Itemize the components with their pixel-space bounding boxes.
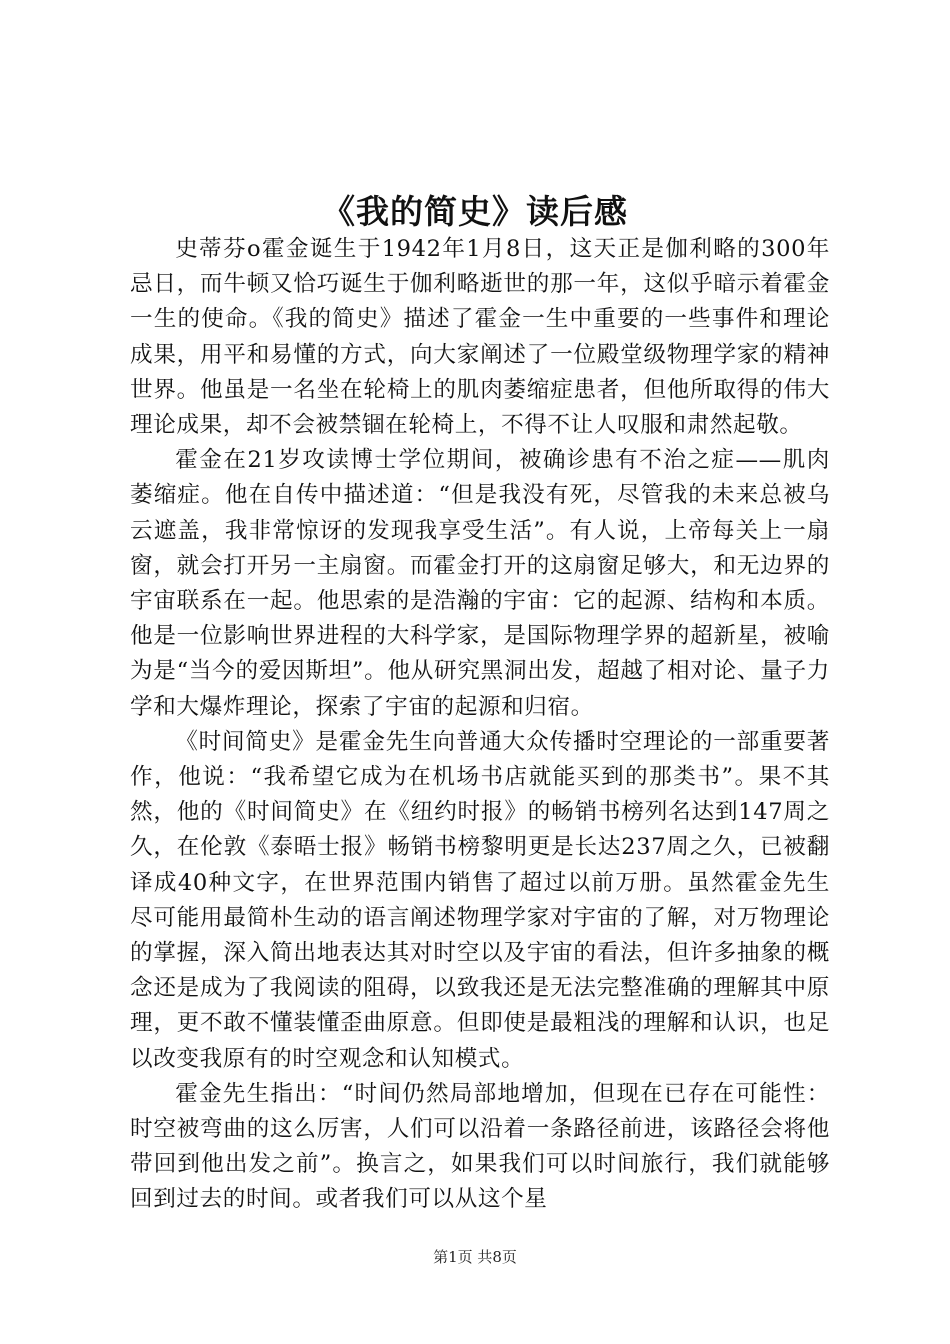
document-title: 《我的简史》读后感 bbox=[322, 192, 628, 231]
paragraph-4: 霍金先生指出：“时间仍然局部地增加，但现在已存在可能性：时空被弯曲的这么厉害，人们可以沿着一条路径前进，该路径会将他带回到他出发之前”。换言之，如果我们可以时间旅行，我们就能够回到过去的时间。或者我们可以从这个星 bbox=[130, 1080, 830, 1213]
document-body bbox=[130, 232, 830, 1218]
paragraph-1: 史蒂芬o霍金诞生于1942年1月8日，这天正是伽利略的300年忌日，而牛顿又恰巧诞生于伽利略逝世的那一年，这似乎暗示着霍金一生的使命。《我的简史》描述了霍金一生中重要的一些事件和理论成果，用平和易懂的方式，向大家阐述了一位殿堂级物理学家的精神世界。他虽是一名坐在轮椅上的肌肉萎缩症患者，但他所取得的伟大理论成果，却不会被禁锢在轮椅上，不得不让人叹服和肃然起敬。 bbox=[130, 236, 830, 439]
paragraph-2: 霍金在21岁攻读博士学位期间，被确诊患有不治之症——肌肉萎缩症。他在自传中描述道：“但是我没有死，尽管我的未来总被乌云遮盖，我非常惊讶的发现我享受生活”。有人说，上帝每关上一扇窗，就会打开另一主扇窗。而霍金打开的这扇窗足够大，和无边界的宇宙联系在一起。他思索的是浩瀚的宇宙：它的起源、结构和本质。他是一位影响世界进程的大科学家，是国际物理学界的超新星，被喻为是“当今的爱因斯坦”。他从研究黑洞出发，超越了相对论、量子力学和大爆炸理论，探索了宇宙的起源和归宿。 bbox=[130, 447, 830, 720]
page-number-footer: 第1页 共8页 bbox=[433, 1248, 517, 1266]
paragraph-3: 《时间简史》是霍金先生向普通大众传播时空理论的一部重要著作，他说：“我希望它成为在机场书店就能买到的那类书”。果不其然，他的《时间简史》在《纽约时报》的畅销书榜列名达到147周之久，在伦敦《泰晤士报》畅销书榜黎明更是长达237周之久，已被翻译成40种文字，在世界范围内销售了超过以前万册。虽然霍金先生尽可能用最简朴生动的语言阐述物理学家对宇宙的了解，对万物理论的掌握，深入简出地表达其对时空以及宇宙的看法，但许多抽象的概念还是成为了我阅读的阻碍，以致我还是无法完整准确的理解其中原理，更不敢不懂装懂歪曲原意。但即使是最粗浅的理解和认识，也足以改变我原有的时空观念和认知模式。 bbox=[130, 728, 830, 1072]
